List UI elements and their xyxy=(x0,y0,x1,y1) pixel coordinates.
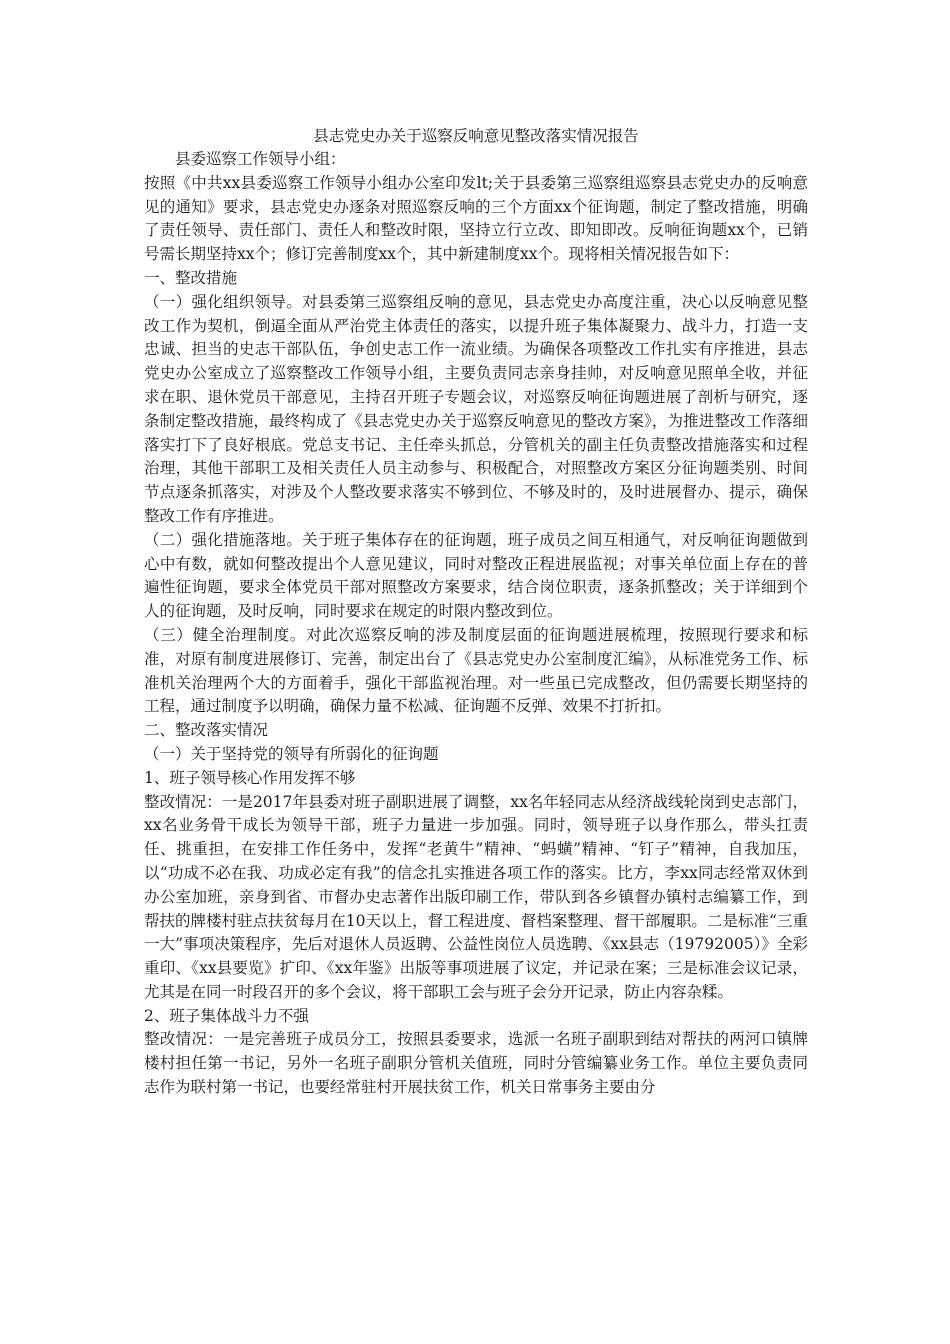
subsection-heading-1: （一）关于坚持党的领导有所弱化的征询题 xyxy=(144,744,439,763)
item-heading-1: 1、班子领导核心作用发挥不够 xyxy=(144,768,356,787)
document-page xyxy=(144,124,808,1100)
rectification-paragraph-2: 整改情况：一是完善班子成员分工，按照县委要求，选派一名班子副职到结对帮扶的两河口镇牌楼村担任第一书记，另外一名班子副职分管机关值班，同时分管编纂业务工作。单位主要负责同志作为联村第一书记，也要经常驻村开展扶贫工作，机关日常事务主要由分 xyxy=(144,1030,808,1097)
paragraph-system: （三）健全治理制度。对此次巡察反响的涉及制度层面的征询题进展梳理，按照现行要求和标准，对原有制度进展修订、完善，制定出台了《县志党史办公室制度汇编》，从标准党务工作、标准机关治理两个大的方面着手，强化干部监视治理。对一些虽已完成整改，但仍需要长期坚持的工程，通过制度予以明确，确保力量不松减、征询题不反弹、效果不打折扣。 xyxy=(144,625,808,716)
rectification-paragraph-1: 整改情况：一是2017年县委对班子副职进展了调整，xx名年轻同志从经济战线轮岗到史志部门，xx名业务骨干成长为领导干部，班子力量进一步加强。同时，领导班子以身作那么，带头扛责任、挑重担，在安排工作任务中，发挥“老黄牛”精神、“蚂蟥”精神、“钉子”精神，自我加压，以“功成不必在我、功成必定有我”的信念扎实推进各项工作的落实。比方，李xx同志经常双休到办公室加班，亲身到省、市督办史志著作出版印刷工作，带队到各乡镇督办镇村志编纂工作，到帮扶的牌楼村驻点扶贫每月在10天以上，督工程进度、督档案整理、督干部履职。二是标准“三重一大”事项决策程序，先后对退休人员返聘、公益性岗位人员选聘、《xx县志（19792005）》全彩重印、《xx县要览》扩印、《xx年鉴》出版等事项进展了议定，并记录在案；三是标准会议记录，尤其是在同一时段召开的多个会议，将干部职工会与班子会分开记录，防止内容杂糅。 xyxy=(144,792,808,1001)
section-heading-2: 二、整改落实情况 xyxy=(144,721,269,740)
paragraph-measures: （二）强化措施落地。关于班子集体存在的征询题，班子成员之间互相通气，对反响征询题做到心中有数，就如何整改提出个人意见建议，同时对整改正程进展监视；对事关单位面上存在的普遍性征询题，要求全体党员干部对照整改方案要求，结合岗位职责，逐条抓整改；关于详细到个人的征询题，及时反响，同时要求在规定的时限内整改到位。 xyxy=(144,530,808,621)
item-heading-2: 2、班子集体战斗力不强 xyxy=(144,1006,309,1025)
intro-paragraph: 按照《中共xx县委巡察工作领导小组办公室印发lt;关于县委第三巡察组巡察县志党史办的反响意见的通知》要求，县志党史办逐条对照巡察反响的三个方面xx个征询题，制定了整改措施，明确了责任领导、责任部门、责任人和整改时限，坚持立行立改、即知即改。反响征询题xx个，已销号需长期坚持xx个；修订完善制度xx个，其中新建制度xx个。现将相关情况报告如下： xyxy=(144,173,808,264)
section-heading-1: 一、整改措施 xyxy=(144,268,238,287)
salutation: 县委巡察工作领导小组： xyxy=(175,150,346,168)
paragraph-organization: （一）强化组织领导。对县委第三巡察组反响的意见，县志党史办高度注重，决心以反响意见整改工作为契机，倒逼全面从严治党主体责任的落实，以提升班子集体凝聚力、战斗力，打造一支忠诚、担当的史志干部队伍，争创史志工作一流业绩。为确保各项整改工作扎实有序推进，县志党史办公室成立了巡察整改工作领导小组，主要负责同志亲身挂帅，对反响意见照单全收，并征求在职、退休党员干部意见，主持召开班子专题会议，对巡察反响征询题进展了剖析与研究，逐条制定整改措施，最终构成了《县志党史办关于巡察反响意见的整改方案》，为推进整改工作落细落实打下了良好根底。党总支书记、主任牵头抓总，分管机关的副主任负责整改措施落实和过程治理，其他干部职工及相关责任人员主动参与、积极配合，对照整改方案区分征询题类别、时间节点逐条抓落实，对涉及个人整改要求落实不够到位、不够及时的，及时进展督办、提示，确保整改工作有序推进。 xyxy=(144,292,808,525)
document-title: 县志党史办关于巡察反响意见整改落实情况报告 xyxy=(313,127,639,145)
